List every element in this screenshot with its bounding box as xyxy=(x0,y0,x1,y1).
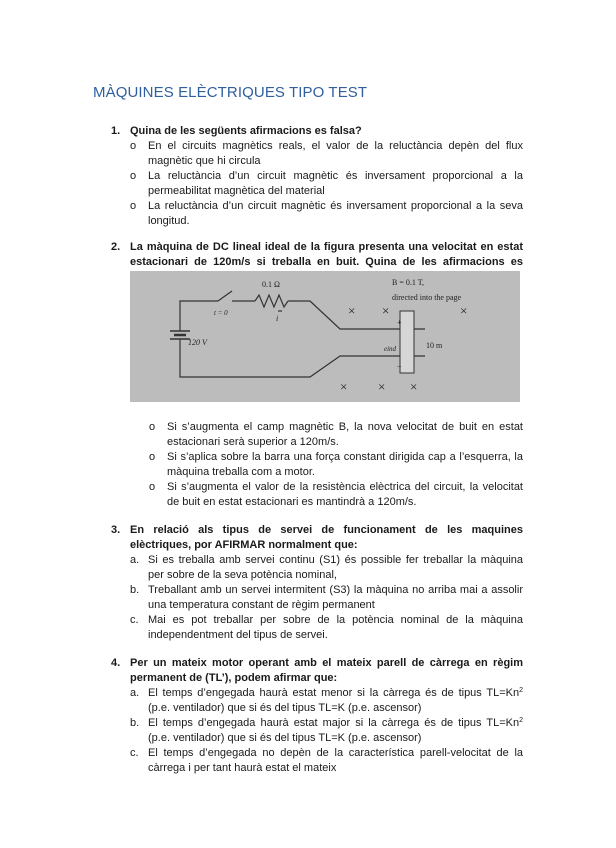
linear-dc-machine-figure xyxy=(130,271,520,402)
resistor-label: 0.1 Ω xyxy=(262,280,280,289)
question-number: 1. xyxy=(111,125,121,137)
option-text-main: El temps d’engegada haurà estat menor si la càrrega és de tipus TL=Kn xyxy=(148,687,520,699)
option-text: Mai es pot treballar per sobre de la potència nominal de la màquina independentment del tipus de servei. xyxy=(148,614,523,641)
option-text: Si s’aplica sobre la barra una força constant dirigida cap a l’esquerra, la màquina treballa com a motor. xyxy=(167,451,523,478)
question-number: 2. xyxy=(111,241,121,253)
current-label: i xyxy=(276,314,279,323)
option-letter: b. xyxy=(130,584,140,596)
question-text: En relació als tipus de servei de funcionament de les maquines elèctriques, por AFIRMAR normalment que: xyxy=(130,524,523,551)
option xyxy=(130,553,523,583)
option xyxy=(149,450,523,480)
option xyxy=(130,613,523,643)
option xyxy=(130,139,523,169)
question-header xyxy=(111,656,523,686)
option-text: En el circuits magnètics reals, el valor de la reluctància depèn del flux magnètic que hi circula xyxy=(148,140,523,167)
bullet: o xyxy=(149,451,156,463)
option-text: Si s’augmenta el camp magnètic B, la nova velocitat de buit en estat estacionari serà superior a 120m/s. xyxy=(167,421,523,448)
option-letter: c. xyxy=(130,614,139,626)
exponent: 2 xyxy=(519,687,523,694)
options-list xyxy=(111,686,523,776)
option-text: La reluctància d’un circuit magnètic és inversament proporcional a la permeabilitat magnètica del material xyxy=(148,170,523,197)
option xyxy=(130,199,523,229)
field-label: B = 0.1 T, xyxy=(392,278,424,287)
switch-blade xyxy=(218,291,232,301)
exponent: 2 xyxy=(519,717,523,724)
wire-top-left xyxy=(180,301,218,311)
page-title: MÀQUINES ELÈCTRIQUES TIPO TEST xyxy=(93,84,368,101)
field-cross: × xyxy=(460,303,468,318)
question-3 xyxy=(111,523,523,643)
option xyxy=(130,583,523,613)
option xyxy=(149,480,523,510)
rail-bottom xyxy=(180,356,425,377)
emf-label: eind xyxy=(384,345,397,353)
option-text: Si es treballa amb servei continu (S1) és possible fer treballar la màquina per sobre de la seva potència nominal, xyxy=(148,554,523,581)
option-text-main: El temps d’engegada haurà estat major si la càrrega és de tipus TL=Kn xyxy=(148,717,520,729)
option xyxy=(130,716,523,746)
option xyxy=(149,420,523,450)
field-cross: × xyxy=(340,379,348,394)
option-text: La reluctància d’un circuit magnètic és inversament proporcional a la seva longitud. xyxy=(148,200,523,227)
field-cross: × xyxy=(382,303,390,318)
voltage-label: 120 V xyxy=(188,338,207,347)
battery xyxy=(170,331,190,339)
field-cross: × xyxy=(348,303,356,318)
option-text-tail: (p.e. ventilador) que si és del tipus TL=K (p.e. ascensor) xyxy=(148,732,422,744)
question-number: 4. xyxy=(111,657,121,669)
option-text: El temps d’engegada no depèn de la característica parell-velocitat de la càrrega i per tant haurà estat el mateix xyxy=(148,747,523,774)
option xyxy=(130,686,523,716)
option-text: Si s’augmenta el valor de la resistència elèctrica del circuit, la velocitat de buit en estat estacionari es mantindrà a 120m/s. xyxy=(167,481,523,508)
question-header xyxy=(111,523,523,553)
option-letter: c. xyxy=(130,747,139,759)
option-letter: b. xyxy=(130,717,140,729)
option xyxy=(130,169,523,199)
question-2-options xyxy=(130,420,523,510)
option-text: Treballant amb un servei intermitent (S3) la màquina no arriba mai a assolir una temperatura constant de règim permanent xyxy=(148,584,523,611)
option xyxy=(130,746,523,776)
bullet: o xyxy=(149,421,156,433)
field-cross: × xyxy=(410,379,418,394)
bullet: o xyxy=(130,200,137,212)
bullet: o xyxy=(149,481,156,493)
option-letter: a. xyxy=(130,687,140,699)
question-number: 3. xyxy=(111,524,121,536)
bar-length-label: 10 m xyxy=(426,341,443,350)
field-direction-label: directed into the page xyxy=(392,293,462,302)
option-text xyxy=(148,686,523,716)
switch-label: t = 0 xyxy=(214,309,228,317)
options-list xyxy=(130,420,523,510)
circuit-diagram xyxy=(130,271,520,402)
bullet: o xyxy=(130,140,137,152)
emf-minus: − xyxy=(397,362,402,371)
option-text xyxy=(148,716,523,746)
emf-plus: + xyxy=(397,318,402,327)
resistor xyxy=(255,295,288,307)
question-text: La màquina de DC lineal ideal de la figura presenta una velocitat en estat estacionari de 120m/s si treballa en buit. Quina de les afirmacions es xyxy=(130,241,523,268)
question-header xyxy=(111,124,523,139)
option-text-tail: (p.e. ventilador) que si és del tipus TL=K (p.e. ascensor) xyxy=(148,702,422,714)
sliding-bar xyxy=(400,311,414,373)
bullet: o xyxy=(130,170,137,182)
field-cross: × xyxy=(378,379,386,394)
options-list xyxy=(111,139,523,229)
options-list xyxy=(111,553,523,643)
question-text: Quina de les següents afirmacions es falsa? xyxy=(130,125,362,137)
question-1 xyxy=(111,124,523,229)
question-4 xyxy=(111,656,523,776)
question-text: Per un mateix motor operant amb el mateix parell de càrrega en règim permanent de (TL’), podem afirmar que: xyxy=(130,657,523,684)
option-letter: a. xyxy=(130,554,140,566)
